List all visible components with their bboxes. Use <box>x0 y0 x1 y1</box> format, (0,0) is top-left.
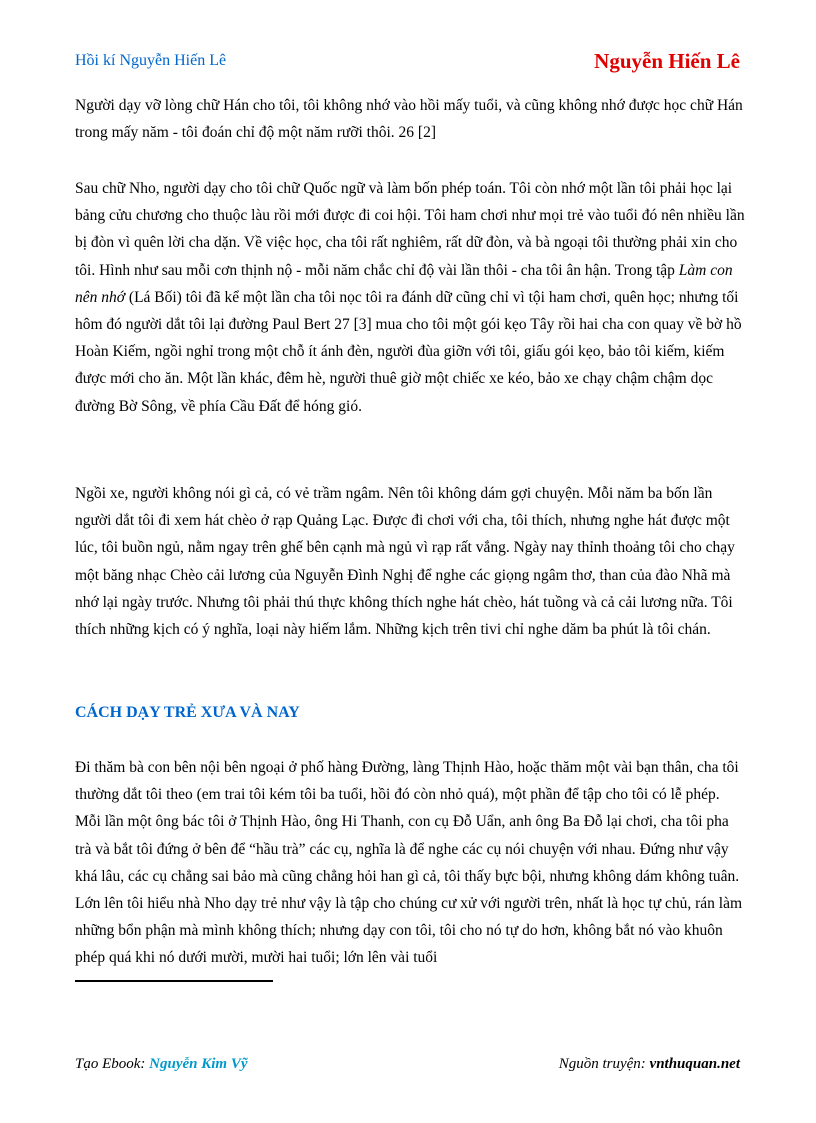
header-book-title: Hồi kí Nguyễn Hiến Lê <box>75 52 227 69</box>
header-author: Nguyễn Hiến Lê <box>594 49 740 73</box>
paragraph-1: Người dạy vỡ lòng chữ Hán cho tôi, tôi không nhớ vào hồi mấy tuổi, và cũng không nhớ được học chữ Hán trong mấy năm - tôi đoán chỉ độ một năm rưỡi thôi. 26 [2] <box>75 97 743 142</box>
book-title-italic: Làm con nên nhớ <box>75 261 733 306</box>
footer-ebook-label: Tạo Ebook <box>75 1056 141 1072</box>
footer-source-separator: : <box>640 1056 650 1072</box>
footer-source-credit <box>559 1056 740 1073</box>
paragraph-2 <box>75 175 747 420</box>
footer-source-site[interactable]: vnthuquan.net <box>649 1056 740 1072</box>
footnote-separator <box>75 980 273 982</box>
footer-ebook-separator: : <box>140 1056 150 1072</box>
footer-ebook-credit <box>75 1056 248 1073</box>
paragraph-4: Đi thăm bà con bên nội bên ngoại ở phố hàng Đường, làng Thịnh Hào, hoặc thăm một vài bạn thân, cha tôi thường dắt tôi theo (em trai tôi kém tôi ba tuổi, hồi đó còn nhỏ quá), một phần để tập cho tôi có lễ phép. Mỗi lần một ông bác tôi ở Thịnh Hào, ông Hi Thanh, con cụ Đỗ Uẩn, anh ông Ba Đỗ lại chơi, cha tôi pha trà và bắt tôi đứng ở bên để “hầu trà” các cụ, nghĩa là để nghe các cụ nói chuyện với nhau. Đứng như vậy khá lâu, các cụ chẳng sai bảo mà cũng chẳng hỏi han gì cả, tôi thấy bực bội, nhưng không dám không tuân. Lớn lên tôi hiểu nhà Nho dạy trẻ như vậy là tập cho chúng cư xử với người trên, nhất là học tự chủ, rán làm những bổn phận mà mình không thích; nhưng dạy con tôi, tôi cho nó tự do hơn, không bắt nó vào khuôn phép quá khi nó dưới mười, mười hai tuổi; lớn lên vài tuổi <box>75 759 743 967</box>
section-heading: CÁCH DẠY TRẺ XƯA VÀ NAY <box>75 704 300 721</box>
paragraph-2-part-b: (Lá Bối) tôi đã kể một lần cha tôi nọc tôi ra đánh dữ cũng chỉ vì tội ham chơi, quên học; nhưng tối hôm đó người dắt tôi lại đường Paul Bert 27 [3] mua cho tôi một gói kẹo Tây rồi hai cha con quay về bờ hồ Hoàn Kiếm, ngồi nghỉ trong một chỗ ít ánh đèn, người đùa giỡn với tôi, giấu gói kẹo, bảo tôi kiếm, kiếm được mới cho ăn. Một lần khác, đêm hè, người thuê giờ một chiếc xe kéo, bảo xe chạy chậm chậm dọc đường Bờ Sông, về phía Cầu Đất để hóng gió. <box>75 288 742 415</box>
footer-source-label: Nguồn truyện <box>558 1056 641 1072</box>
footer-ebook-creator: Nguyễn Kim Vỹ <box>149 1056 248 1072</box>
paragraph-2-part-a: Sau chữ Nho, người dạy cho tôi chữ Quốc ngữ và làm bốn phép toán. Tôi còn nhớ một lần tôi phải học lại bảng cửu chương cho thuộc làu rồi mới được đi coi hội. Tôi ham chơi như mọi trẻ vào tuổi đó nên nhiều lần bị đòn vì quên lời cha dặn. Về việc học, cha tôi rất nghiêm, rất dữ đòn, và bà ngoại tôi thường phải xin cho tôi. Hình như sau mỗi cơn thịnh nộ - mỗi năm chắc chỉ độ vài lần thôi - cha tôi ân hận. Trong tập <box>75 180 745 279</box>
paragraph-3: Ngồi xe, người không nói gì cả, có vẻ trầm ngâm. Nên tôi không dám gợi chuyện. Mỗi năm ba bốn lần người dắt tôi đi xem hát chèo ở rạp Quảng Lạc. Được đi chơi với cha, tôi thích, nhưng nghe hát được một lúc, tôi buồn ngủ, nằm ngay trên ghế bên cạnh mà ngủ vì rạp rất vắng. Ngày nay thỉnh thoảng tôi cho chạy một băng nhạc Chèo cải lương của Nguyễn Đình Nghị để nghe các giọng ngâm thơ, than của đào Nhã mà nhớ lại ngày trước. Nhưng tôi phải thú thực không thích nghe hát chèo, hát tuồng và cả cải lương nữa. Tôi thích những kịch có ý nghĩa, loại này hiếm lắm. Những kịch trên tivi chỉ nghe dăm ba phút là tôi chán. <box>75 485 735 639</box>
